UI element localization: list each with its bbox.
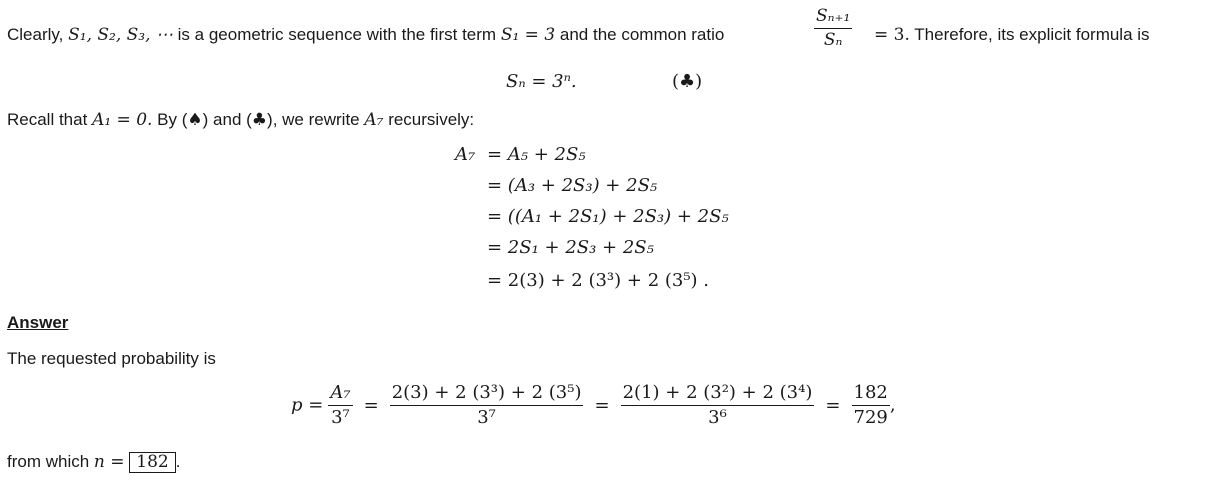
fraction3-numerator: 2(1) + 2 (3²) + 2 (3⁴) xyxy=(621,384,815,406)
first-term-expr: S₁ = 3 xyxy=(500,25,556,45)
equals-3: = xyxy=(825,394,841,416)
formula-tag: (♣) xyxy=(672,71,703,92)
intro-post: Therefore, its explicit formula is xyxy=(914,25,1150,44)
intro-pre: Clearly, xyxy=(7,25,64,44)
fraction1-numerator: A₇ xyxy=(328,384,352,406)
derivation-line-1: = A₅ + 2S₅ xyxy=(487,144,586,165)
derivation-lhs: A₇ xyxy=(455,144,476,165)
fraction4-numerator: 182 xyxy=(852,384,890,406)
ratio-value: = 3. xyxy=(874,25,910,45)
fraction3-denominator: 3⁶ xyxy=(708,407,727,428)
derivation-line-4: = 2S₁ + 2S₃ + 2S₅ xyxy=(487,237,654,258)
recall-and: ) and ( xyxy=(202,110,252,129)
from-which-text: from which xyxy=(7,452,90,471)
intro-mid1: is a geometric sequence with the first term xyxy=(177,25,497,44)
fraction1-denominator: 3⁷ xyxy=(331,407,350,428)
derivation-line-5: = 2(3) + 2 (3³) + 2 (3⁵) . xyxy=(487,270,710,291)
explicit-formula: Sₙ = 3ⁿ. xyxy=(506,71,577,92)
intro-sentence-end xyxy=(874,26,1150,44)
sequence-expr: S₁, S₂, S₃, ⋯ xyxy=(68,25,173,45)
a1-expr: A₁ = 0. xyxy=(92,110,153,130)
derivation-line-3: = ((A₁ + 2S₁) + 2S₃) + 2S₅ xyxy=(487,206,729,227)
ratio-fraction xyxy=(814,8,852,49)
final-answer-line xyxy=(7,452,180,473)
fraction2-numerator: 2(3) + 2 (3³) + 2 (3⁵) xyxy=(390,384,584,406)
recall-by: By ( xyxy=(157,110,188,129)
recall-pre: Recall that xyxy=(7,110,88,129)
intro-sentence xyxy=(7,26,724,44)
n-equals: n = xyxy=(93,452,125,472)
trailing-comma: , xyxy=(889,394,896,416)
p-label: p = xyxy=(291,394,324,416)
ratio-numerator: Sₙ₊₁ xyxy=(814,8,852,29)
club-icon: ♣ xyxy=(251,110,268,130)
final-period: . xyxy=(175,452,181,471)
fraction4-denominator: 729 xyxy=(853,407,888,428)
boxed-answer: 182 xyxy=(129,452,175,473)
answer-heading: Answer xyxy=(7,313,69,332)
answer-intro: The requested probability is xyxy=(7,349,216,368)
recall-sentence xyxy=(7,111,474,129)
derivation-line-2: = (A₃ + 2S₃) + 2S₅ xyxy=(487,175,658,196)
ratio-denominator: Sₙ xyxy=(823,30,843,50)
equals-1: = xyxy=(363,394,379,416)
equals-2: = xyxy=(594,394,610,416)
recall-post: ), we rewrite xyxy=(267,110,360,129)
recall-tail: recursively: xyxy=(388,110,475,129)
probability-equation xyxy=(291,384,896,427)
intro-mid2: and the common ratio xyxy=(559,25,725,44)
spade-icon: ♠ xyxy=(187,110,203,130)
a7-expr: A₇ xyxy=(364,110,384,130)
fraction2-denominator: 3⁷ xyxy=(477,407,496,428)
